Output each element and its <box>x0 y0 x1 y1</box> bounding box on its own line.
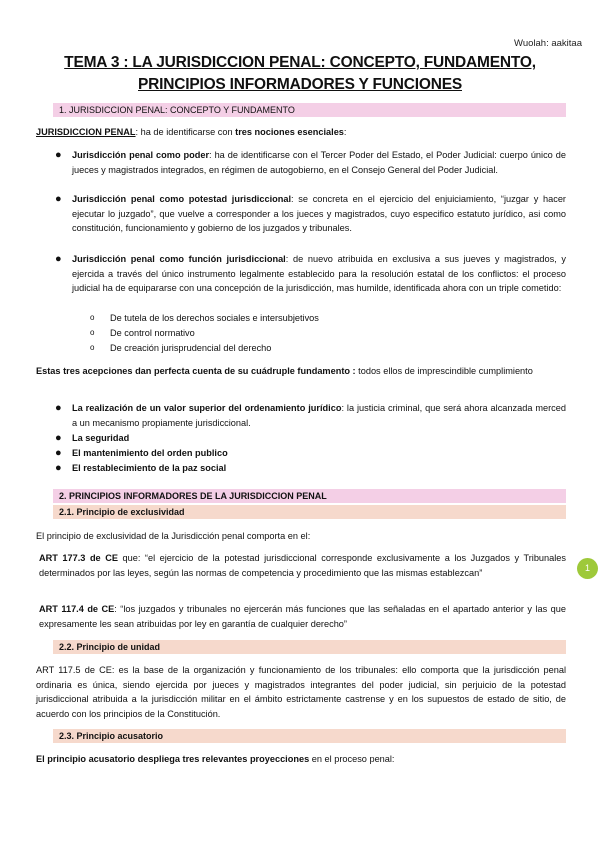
circle-bullet-icon: o <box>90 328 95 337</box>
title-line-1: TEMA 3 : LA JURISDICCION PENAL: CONCEPTO, FUNDAMENTO, <box>64 54 536 71</box>
fundamento-paragraph: Estas tres acepciones dan perfecta cuenta de su cuádruple fundamento : todos ellos de imprescindible cumplimiento <box>36 366 533 376</box>
exclusividad-intro: El principio de exclusividad de la Jurisdicción penal comporta en el: <box>36 531 311 541</box>
list-item: El mantenimiento del orden publico <box>72 448 228 458</box>
subsection-2-1-heading: 2.1. Principio de exclusividad <box>53 505 566 519</box>
list-item: Jurisdicción penal como potestad jurisdiccional: se concreta en el ejercicio del enjuiciamiento, “juzgar y hacer ejecutar lo juzgado”, que vuelve a corresponder a los jueces y magistrados, cuyo especifico estatuto jurídico, asi como constitución, funcionamiento y gobierno de los juzgados y tribunales. <box>72 194 566 233</box>
circle-bullet-icon: o <box>90 343 95 352</box>
section-2-heading: 2. PRINCIPIOS INFORMADORES DE LA JURISDICCION PENAL <box>53 489 566 503</box>
watermark: Wuolah: aakitaa <box>514 38 582 49</box>
list-item: Jurisdicción penal como poder: ha de identificarse con el Tercer Poder del Estado, el Poder Judicial: cuerpo único de jueces y magistrados integrados, en régimen de autogobierno, en el Consejo General del Poder Judicial. <box>72 150 566 175</box>
bullet-icon: ● <box>55 462 62 474</box>
intro-paragraph: JURISDICCION PENAL: ha de identificarse con tres nociones esenciales: <box>36 127 347 137</box>
list-item: Jurisdicción penal como función jurisdiccional: de nuevo atribuida en exclusiva a sus jueves y magistrados, y ejercida a través del único instrumento legalmente establecido para la resolución estatal de los conflictos: el proceso judicial ha de equipararse con una concepción de la jurisdicción, mas humilde, identificada ahora con un triple cometido: <box>72 254 566 293</box>
section-1-heading: 1. JURISDICCION PENAL: CONCEPTO Y FUNDAMENTO <box>53 103 566 117</box>
list-item: La realización de un valor superior del ordenamiento jurídico: la justicia criminal, que será ahora alcanzada merced a un mecanismo propiamente jurisdiccional. <box>72 403 566 428</box>
list-item: La seguridad <box>72 433 130 443</box>
bullet-icon: ● <box>55 149 62 161</box>
unidad-paragraph: ART 117.5 de CE: es la base de la organización y funcionamiento de los tribunales: ello comporta que la jurisdicción penal ordinaria es única, siendo ejercida por jueces y magistrados integrantes del poder judicial, sin perjuicio de la potestad jurisdiccional atribuida a la jurisdicción militar en el ámbito estrictamente castrense y en los supuestos de estado de sitio, de acuerdo con los principios de la Constitución. <box>36 665 566 719</box>
sub-item: De creación jurisprudencial del derecho <box>110 343 272 353</box>
bullet-icon: ● <box>55 402 62 414</box>
bullet-icon: ● <box>55 193 62 205</box>
art-117-4-paragraph: ART 117.4 de CE: “los juzgados y tribunales no ejercerán más funciones que las señaladas en el apartado anterior y las que expresamente les sean atribuidas por ley en garantía de cualquier derecho” <box>39 604 566 629</box>
bullet-icon: ● <box>55 253 62 265</box>
page-number-badge: 1 <box>577 558 598 579</box>
acusatorio-paragraph: El principio acusatorio despliega tres relevantes proyecciones en el proceso penal: <box>36 754 395 764</box>
subsection-2-2-heading: 2.2. Principio de unidad <box>53 640 566 654</box>
circle-bullet-icon: o <box>90 313 95 322</box>
sub-item: De tutela de los derechos sociales e intersubjetivos <box>110 313 319 323</box>
sub-item: De control normativo <box>110 328 195 338</box>
title-line-2: PRINCIPIOS INFORMADORES Y FUNCIONES <box>138 76 462 93</box>
page-title <box>0 52 600 96</box>
bullet-icon: ● <box>55 432 62 444</box>
bullet-icon: ● <box>55 447 62 459</box>
subsection-2-3-heading: 2.3. Principio acusatorio <box>53 729 566 743</box>
list-item: El restablecimiento de la paz social <box>72 463 227 473</box>
art-177-3-paragraph: ART 177.3 de CE que: “el ejercicio de la potestad jurisdiccional corresponde exclusivamente a los Juzgados y Tribunales determinados por las leyes, según las normas de competencia y procedimiento que las mismas establezcan” <box>39 553 566 578</box>
